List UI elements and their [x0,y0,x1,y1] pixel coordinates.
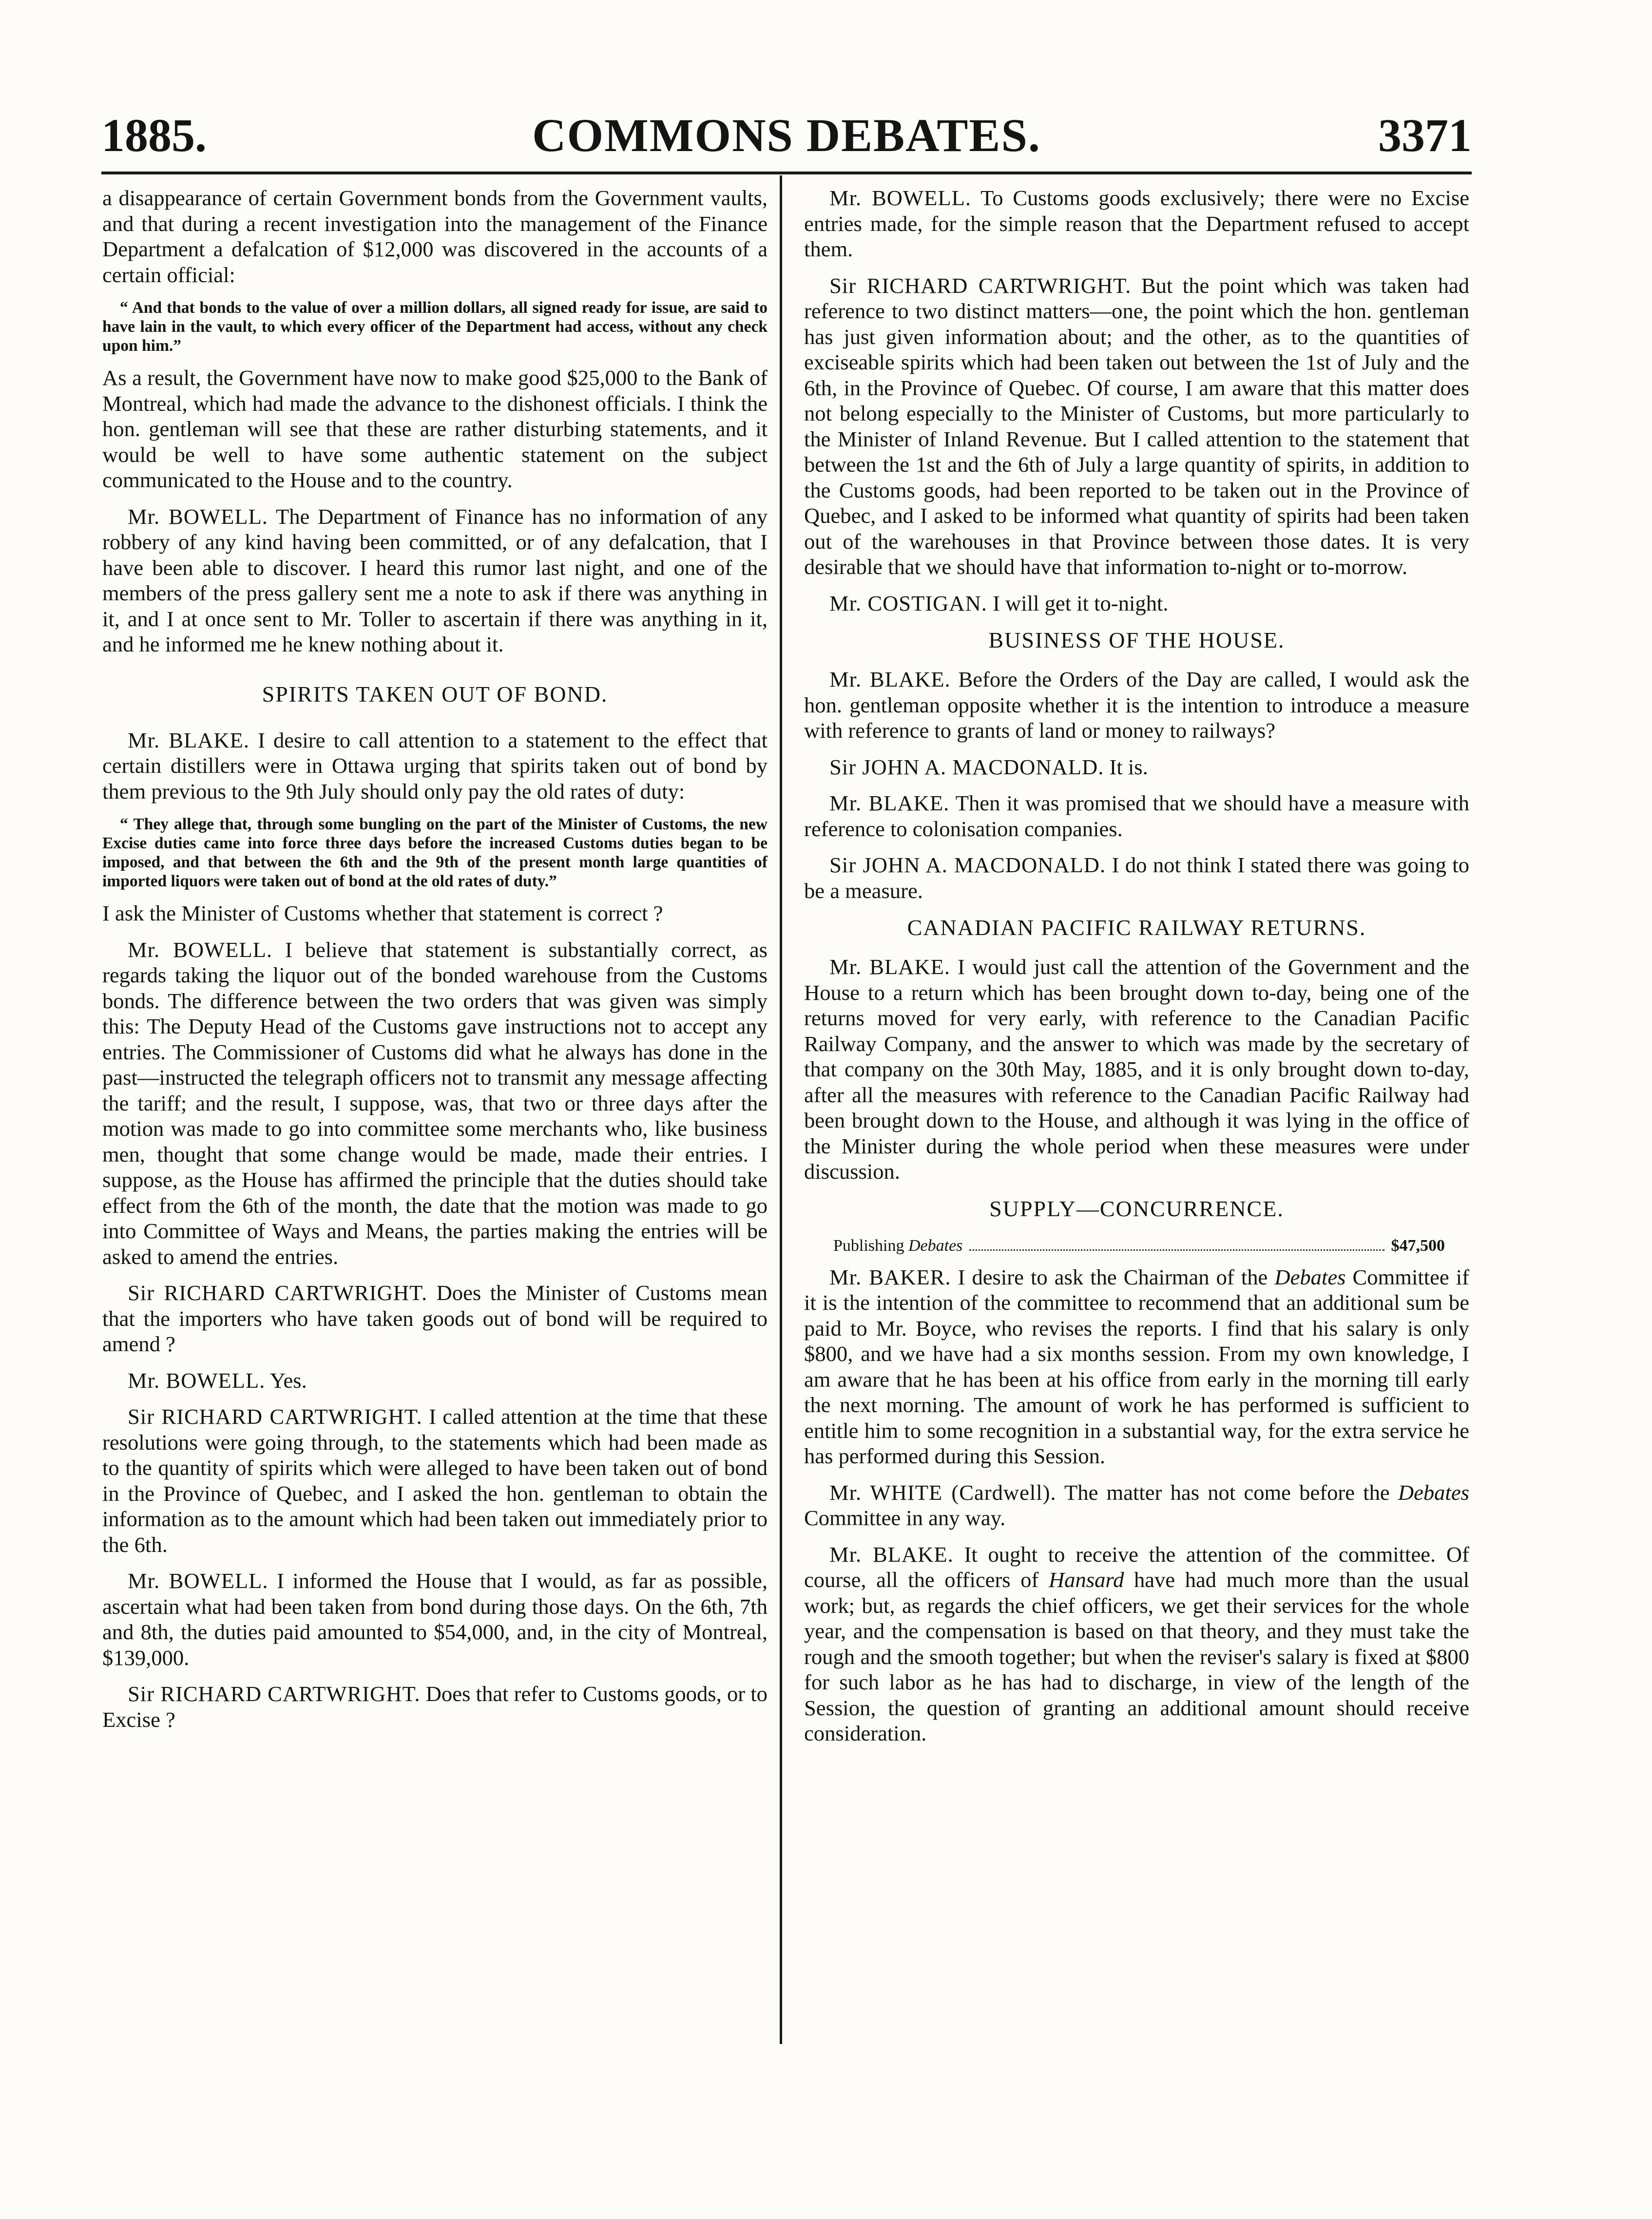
speech-italic: Debates [1274,1264,1346,1289]
header-rule [101,172,1472,174]
speaker-name: Mr. BLAKE. [829,1542,954,1567]
speaker-name: Mr. BLAKE. [829,667,951,691]
header-year: 1885. [101,109,207,161]
speaker-name: Mr. BLAKE. [829,791,950,815]
supply-item [804,1235,1469,1257]
header-page-number: 3371 [1378,109,1472,161]
speech-paragraph [804,954,1469,1185]
speaker-name: Mr. BOWELL. [128,937,273,962]
speech-text: Committee in any way. [804,1506,1006,1530]
speech-text: I called attention at the time that these resolutions were going through, to the statements which had been made as to the quantity of spirits which were alleged to have been taken out of bond in the Province of Quebec, and I asked the hon. gentleman to obtain the information as to the amount which had been taken out immediately prior to the 6th. [102,1404,768,1557]
speech-paragraph [804,185,1469,262]
speech-text: Does the Minister of Customs mean that the importers who have taken goods out of bond will be required to amend ? [102,1281,768,1356]
supply-label [833,1235,962,1257]
speaker-name: Mr. BOWELL. [128,1368,266,1393]
speaker-name: Mr. BOWELL. [128,1569,269,1593]
speech-paragraph [804,754,1469,780]
speech-text: I will get it to-night. [993,591,1169,615]
speech-paragraph [804,591,1469,616]
speech-text: I would just call the attention of the Government and the House to a return which has been brought down to-day, being one of the returns moved for very early, with reference to the Canadian Pacific Railway Company, and the answer to which was made by the secretary of that company on the 30th May, 1885, and it is only brought down to-day, after all the measures with reference to the Canadian Pacific Railway had been brought down to the House, and although it was lying in the office of the Minister during the whole period when these measures were under discussion. [804,955,1470,1184]
speech-paragraph [804,790,1469,842]
section-heading: CANADIAN PACIFIC RAILWAY RETURNS. [907,915,1366,940]
supply-label-text: Publishing [833,1236,904,1255]
column-divider [780,175,782,2044]
left-column [102,185,768,1743]
speech-paragraph [804,667,1469,744]
speech-paragraph [102,504,768,657]
paragraph: As a result, the Government have now to make good $25,000 to the Bank of Montreal, which had made the advance to the dishonest officials. I think the hon. gentleman will see that these are rather disturbing statements, and it would be well to have some authentic statement on the subject communicated to the House and to the country. [102,365,768,492]
section-heading: BUSINESS OF THE HOUSE. [988,628,1285,652]
speech-text: The Department of Finance has no information of any robbery of any kind having been committed, or of any defalcation, that I have been able to discover. I heard this rumor last night, and one of the members of the press gallery sent me a note to ask if there was anything in it, and I at once sent to Mr. Toller to ascertain if there was anything in it, and he informed me he knew nothing about it. [102,504,768,656]
speech-paragraph [102,1681,768,1732]
speaker-name: Sir RICHARD CARTWRIGHT. [128,1404,423,1429]
speaker-name: Sir RICHARD CARTWRIGHT. [829,273,1132,298]
speaker-name: Mr. WHITE (Cardwell). [829,1480,1057,1505]
speech-text: It ought to receive the attention of the committee. Of course, all the officers of [804,1542,1469,1592]
speech-text: But the point which was taken had reference to two distinct matters—one, the point which the hon. gentleman has just given information about; and the other, as to the quantities of exciseable spirits which had been taken out between the 1st of July and the 6th, in the Province of Quebec. Of course, I am aware that this matter does not belong especially to the Minister of Customs, but more particularly to the Minister of Inland Revenue. But I called attention to the statement that between the 1st and the 6th of July a large quantity of spirits, in addition to the Customs goods, had been reported to be taken out in the Province of Quebec, and I asked to be informed what quantity of spirits had been taken out of the warehouses in that Province between those dates. It is very desirable that we should have that information to-night or to-morrow. [804,273,1469,579]
speaker-name: Mr. BLAKE. [128,727,250,752]
section-heading: SUPPLY—CONCURRENCE. [989,1196,1284,1221]
supply-amount: $47,500 [1391,1236,1445,1255]
paragraph: a disappearance of certain Government bonds from the Government vaults, and that during a recent investigation into the management of the Finance Department a defalcation of $12,000 was discovered in the accounts of a certain official: [102,186,768,287]
speech-text: I desire to ask the Chairman of the [958,1264,1268,1289]
quotation: “ They allege that, through some bungling on the part of the Minister of Customs, the new Excise duties came into force three days before the increased Customs duties began to be imposed, and that between the 6th and the 9th of the present month large quantities of imported liquors were taken out of bond at the old rates of duty.” [102,815,768,890]
right-column [804,185,1469,1757]
section-heading: SPIRITS TAKEN OUT OF BOND. [262,681,608,707]
speech-paragraph [102,727,768,804]
supply-item-name: Debates [908,1236,963,1255]
header-title: COMMONS DEBATES. [532,109,1041,161]
speech-text: have had much more than the usual work; but, as regards the chief officers, we get their services for the whole year, and the compensation is based on that theory, and they must take the rough and the smooth together; but when the reviser's salary is fixed at $800 for such labor as he has had to discharge, in view of the length of the Session, the question of granting an additional amount should receive consideration. [804,1568,1470,1745]
quotation: “ And that bonds to the value of over a million dollars, all signed ready for issue, are said to have lain in the vault, to which every officer of the Department had access, without any check upon him.” [102,299,768,355]
speaker-name: Sir JOHN A. MACDONALD. [829,754,1104,779]
speech-paragraph [102,1404,768,1557]
paragraph: I ask the Minister of Customs whether that statement is correct ? [102,901,663,925]
speech-italic: Hansard [1048,1568,1124,1592]
speech-text: Before the Orders of the Day are called, I would ask the hon. gentleman opposite whether it is the intention to introduce a measure with reference to grants of land or money to railways? [804,667,1469,743]
speech-text: I do not think I stated there was going to be a measure. [804,853,1469,903]
speech-text: Does that refer to Customs goods, or to Excise ? [102,1682,768,1732]
speaker-name: Sir RICHARD CARTWRIGHT. [128,1281,428,1305]
speech-text: It is. [1109,754,1148,779]
speech-text: Committee if it is the intention of the committee to recommend that an additional sum be paid to Mr. Boyce, who revises the reports. I find that his salary is only $800, and we have had a six months session. From my own knowledge, I am aware that he has been at his office from early in the morning till early the next morning. The amount of work he has performed is sufficient to entitle him to some recognition in a substantial way, for the extra service he has performed during this Session. [804,1264,1469,1468]
speech-paragraph [804,1542,1469,1746]
speech-paragraph [804,1264,1469,1469]
speech-text: Yes. [269,1368,307,1393]
speech-paragraph [102,1368,768,1394]
speech-text: Then it was promised that we should have a measure with reference to colonisation companies. [804,791,1470,841]
speaker-name: Mr. COSTIGAN. [829,591,987,615]
speaker-name: Mr. BOWELL. [829,186,971,210]
speaker-name: Sir RICHARD CARTWRIGHT. [128,1682,421,1706]
speech-paragraph [804,852,1469,903]
speech-text: I believe that statement is substantially correct, as regards taking the liquor out of the bonded warehouse from the Customs bonds. The difference between the two orders that was given was simply this: The Deputy Head of the Customs gave instructions not to accept any entries. The Commissioner of Customs did what he always has done in the past—instructed the telegraph officers not to transmit any message affecting the tariff; and the result, I suppose, was, that two or three days after the motion was made to go into committee some merchants who, like business men, thought that some change would be made, made their entries. I suppose, as the House has affirmed the principle that the duties should take effect from the 6th of the month, the date that the motion was made to go into Committee of Ways and Means, the parties making the entries will be asked to amend the entries. [102,937,768,1269]
speaker-name: Mr. BAKER. [829,1264,951,1289]
speech-paragraph [804,273,1469,580]
speaker-name: Sir JOHN A. MACDONALD. [829,853,1106,877]
speech-paragraph [102,1568,768,1670]
speech-paragraph [102,937,768,1270]
speaker-name: Mr. BLAKE. [829,955,951,979]
speech-text: To Customs goods exclusively; there were no Excise entries made, for the simple reason that the Department refused to accept them. [804,186,1470,261]
speaker-name: Mr. BOWELL. [128,504,268,529]
speech-paragraph [804,1480,1469,1531]
speech-text: I informed the House that I would, as far as possible, ascertain what had been taken from bond during those days. On the 6th, 7th and 8th, the duties paid amounted to $54,000, and, in the city of Montreal, $139,000. [102,1569,768,1670]
speech-italic: Debates [1398,1480,1470,1505]
speech-text: The matter has not come before the [1064,1480,1390,1505]
speech-text: I desire to call attention to a statement to the effect that certain distillers were in Ottawa urging that spirits taken out of bond by them previous to the 9th July should only pay the old rates of duty: [102,727,768,803]
speech-paragraph [102,1280,768,1357]
page-header [101,106,1472,165]
leader-dots [969,1249,1384,1251]
